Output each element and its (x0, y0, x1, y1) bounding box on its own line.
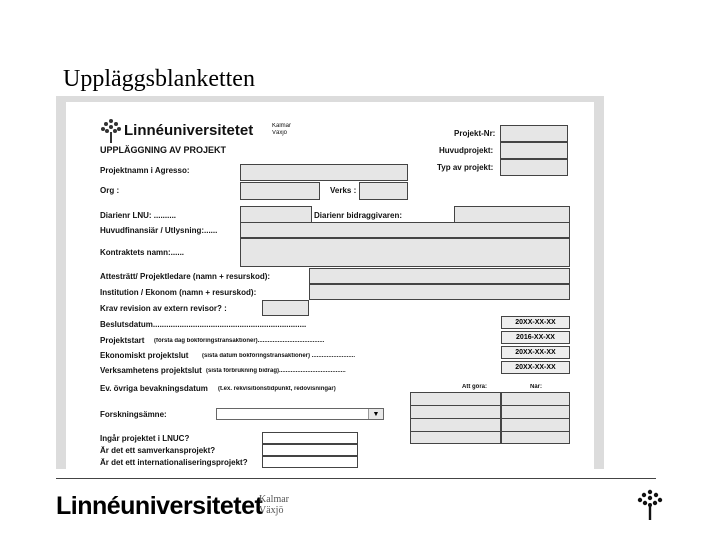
form-heading: UPPLÄGGNING AV PROJEKT (100, 145, 227, 155)
project-setup-form (66, 102, 594, 469)
institution-field[interactable] (309, 284, 570, 300)
projektnr-field[interactable] (500, 125, 568, 142)
form-screenshot (56, 96, 604, 469)
form-logo-sub-2: Växjö (272, 130, 288, 136)
kontraktets-field[interactable] (240, 238, 570, 267)
huvudfinansiar-label: Huvudfinansiär / Utlysning:...... (100, 226, 218, 235)
ekonomiskt-note: (sista datum bokföringstransaktioner) .......................... (202, 353, 356, 359)
attestratt-field[interactable] (309, 268, 570, 284)
forskningsamne-select[interactable] (216, 408, 384, 420)
slide-title: Uppläggsblanketten (63, 66, 255, 92)
projektstart-note: (första dag bokföringstransaktioner)........................................ (154, 338, 325, 344)
kontraktets-label: Kontraktets namn:...... (100, 248, 185, 257)
krav-field[interactable] (262, 300, 309, 316)
diarienr-label: Diarienr LNU: .......... (100, 211, 177, 220)
nar-label: När: (530, 384, 543, 390)
verks-label: Verks : (330, 186, 357, 195)
huvudfinansiar-field[interactable] (240, 222, 570, 238)
verksamhetens-label: Verksamhetens projektslut (100, 366, 202, 375)
ingar-lnuc-label: Ingår projektet i LNUC? (100, 434, 190, 443)
ovriga-label: Ev. övriga bevakningsdatum (100, 384, 208, 393)
diarienr-field[interactable] (240, 206, 312, 223)
forskningsamne-label: Forskningsämne: (100, 410, 167, 419)
form-logo-sub-1: Kalmar (272, 123, 292, 129)
nar-row[interactable] (502, 393, 569, 406)
ingar-lnuc-field[interactable] (262, 432, 358, 444)
huvudprojekt-label: Huvudprojekt: (439, 146, 494, 155)
verksamhetens-note: (sista förbrukning bidrag)........................................ (206, 368, 346, 374)
internationalisering-label: Är det ett internationaliseringsprojekt? (100, 458, 248, 467)
samverkan-label: Är det ett samverkansprojekt? (100, 446, 216, 455)
beslutsdatum-label: Beslutsdatum..................................................................... (100, 320, 307, 329)
ekonomiskt-field[interactable]: 20XX-XX-XX (501, 346, 570, 359)
footer-divider (56, 478, 656, 479)
ovriga-note: (t.ex. rekvisitionstidpunkt, redovisningar) (218, 386, 336, 392)
footer-logo-sub-2: Växjö (259, 505, 284, 516)
internationalisering-field[interactable] (262, 456, 358, 468)
footer-logo-sub-1: Kalmar (259, 494, 289, 505)
footer-logo-sub (259, 494, 289, 516)
tree-logo-icon (100, 118, 122, 144)
projektstart-field[interactable]: 2016-XX-XX (501, 331, 570, 344)
huvudprojekt-field[interactable] (500, 142, 568, 159)
att-gora-row[interactable] (411, 406, 500, 419)
samverkan-field[interactable] (262, 444, 358, 456)
nar-row[interactable] (502, 419, 569, 432)
nar-row[interactable] (502, 432, 569, 445)
typ-label: Typ av projekt: (437, 163, 494, 172)
typ-field[interactable] (500, 159, 568, 176)
tree-logo-icon (637, 489, 663, 521)
diarienr-bidrag-label: Diarienr bidraggivaren: (314, 211, 403, 220)
beslutsdatum-field[interactable]: 20XX-XX-XX (501, 316, 570, 329)
form-logo-word: Linnéuniversitetet (124, 122, 254, 139)
att-gora-label: Att göra: (462, 384, 487, 390)
att-gora-row[interactable] (411, 393, 500, 406)
projektnamn-field[interactable] (240, 164, 408, 181)
projektnamn-label: Projektnamn i Agresso: (100, 166, 190, 175)
org-field[interactable] (240, 182, 320, 200)
projektnr-label: Projekt-Nr: (454, 129, 496, 138)
attestratt-label: Attesträtt/ Projektledare (namn + resurskod): (100, 272, 271, 281)
footer-logo-word: Linnéuniversitetet (56, 492, 263, 520)
projektstart-label: Projektstart (100, 336, 145, 345)
verks-field[interactable] (359, 182, 408, 200)
att-gora-row[interactable] (411, 432, 500, 445)
institution-label: Institution / Ekonom (namn + resurskod): (100, 288, 257, 297)
ekonomiskt-label: Ekonomiskt projektslut (100, 351, 189, 360)
krav-label: Krav revision av extern revisor? : (100, 304, 227, 313)
nar-grid[interactable] (501, 392, 570, 444)
att-gora-row[interactable] (411, 419, 500, 432)
nar-row[interactable] (502, 406, 569, 419)
org-label: Org : (100, 186, 120, 195)
chevron-down-icon[interactable]: ▼ (368, 409, 383, 419)
diarienr-bidrag-field[interactable] (454, 206, 570, 223)
verksamhetens-field[interactable]: 20XX-XX-XX (501, 361, 570, 374)
att-gora-grid[interactable] (410, 392, 501, 444)
